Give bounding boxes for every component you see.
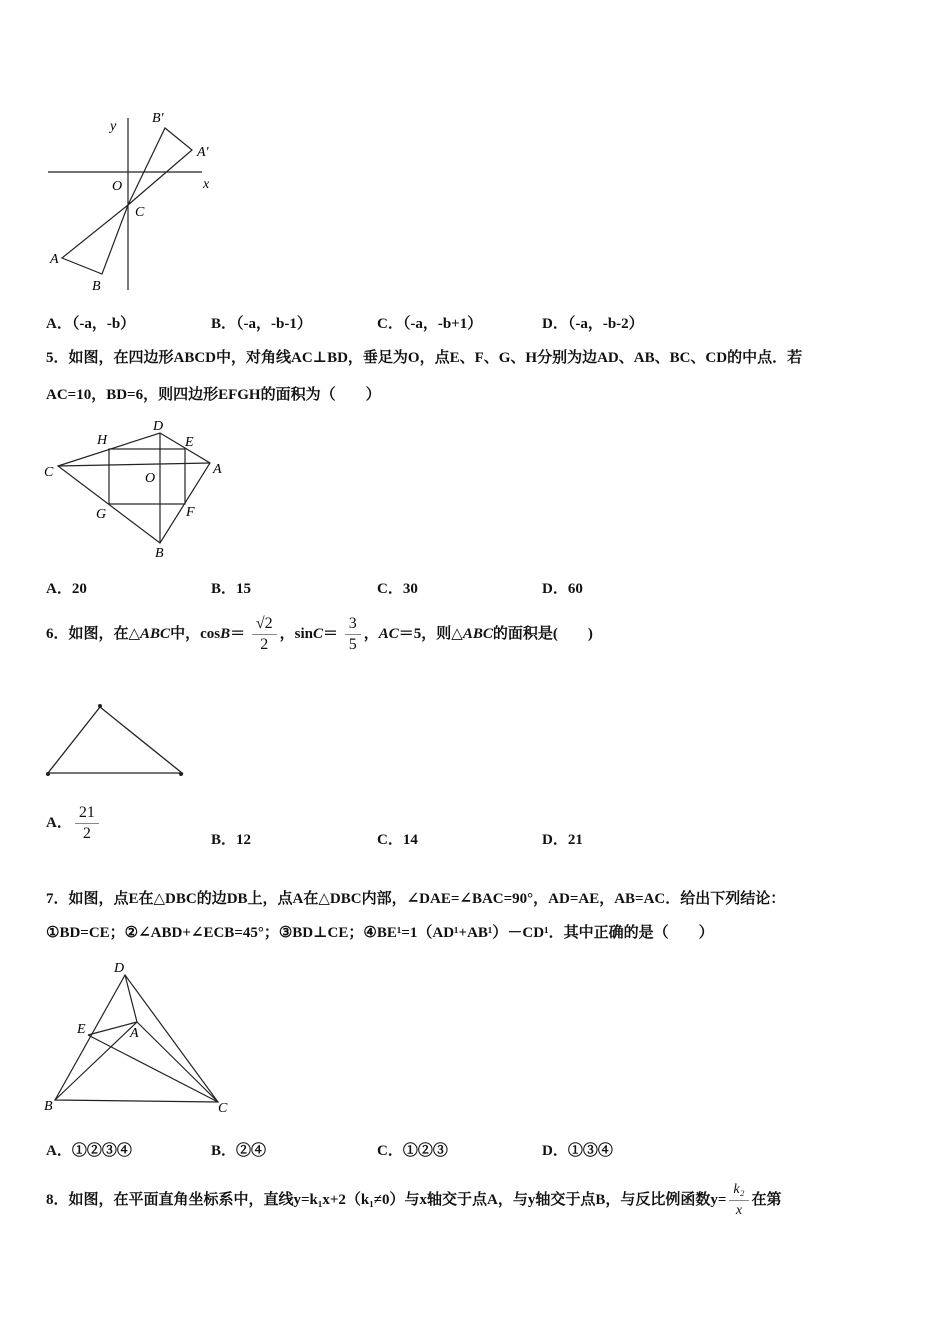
svg-text:A: A — [130, 1026, 139, 1041]
svg-text:B: B — [155, 546, 164, 561]
svg-text:C: C — [44, 465, 54, 480]
q5-option-b: B．15 — [211, 581, 252, 597]
svg-text:E: E — [185, 435, 194, 450]
svg-text:F: F — [186, 505, 195, 520]
q6-option-b: B．12 — [211, 832, 252, 848]
svg-text:C: C — [218, 1101, 228, 1116]
q5-option-a: A．20 — [46, 581, 87, 597]
svg-text:D: D — [153, 419, 164, 434]
svg-text:B': B' — [152, 111, 164, 126]
q7-option-b: B．②④ — [211, 1143, 267, 1159]
q6-option-c: C．14 — [377, 832, 418, 848]
q4-option-c: C．（-a，-b+1） — [377, 316, 483, 332]
q5-question-line2: AC=10，BD=6，则四边形EFGH的面积为（ ） — [46, 387, 381, 403]
q4-option-b: B．（-a，-b-1） — [211, 316, 312, 332]
q8-question: 8．如图，在平面直角坐标系中，直线y=k₁x+2（k₁≠0）与x轴交于点A，与y轴交于点B，与反比例函数y= $\frac{\text{k₂}}{x}$ 在第 — [46, 1182, 782, 1218]
svg-text:E: E — [77, 1022, 86, 1037]
fraction-3-over-5: $\frac{3}{5}$ — [345, 614, 361, 655]
q4-option-a: A．（-a，-b） — [46, 316, 136, 332]
q6-option-a: A． $\frac{21}{2}$ — [46, 803, 102, 844]
svg-text:H: H — [97, 433, 108, 448]
q5-question-line1: 5．如图，在四边形ABCD中，对角线AC⊥BD，垂足为O，点E、F、G、H分别为边AD、AB、BC、CD的中点．若 — [46, 350, 803, 366]
q7-option-a: A．①②③④ — [46, 1143, 132, 1159]
svg-text:B: B — [44, 1099, 53, 1114]
svg-text:A: A — [213, 462, 222, 477]
svg-text:y: y — [110, 119, 117, 134]
q4-option-d: D．（-a，-b-2） — [542, 316, 644, 332]
q5-option-c: C．30 — [377, 581, 418, 597]
q6-question: 6．如图，在△ABC中，cosB＝ $\frac{√2}{2}$ ，sinC＝ $\frac{3}{5}$ ，AC＝5，则△ABC的面积是( ) — [46, 615, 593, 653]
q6-option-d: D．21 — [542, 832, 583, 848]
q7-option-c: C．①②③ — [377, 1143, 448, 1159]
svg-text:G: G — [96, 507, 107, 522]
fraction-sqrt2-over-2: $\frac{√2}{2}$ — [252, 614, 277, 655]
q7-question-line1: 7．如图，点E在△DBC的边DB上，点A在△DBC内部，∠DAE=∠BAC=90°，AD=AE，AB=AC．给出下列结论： — [46, 891, 786, 907]
svg-text:x: x — [203, 177, 210, 192]
svg-text:B: B — [92, 279, 101, 294]
q6-figure — [48, 707, 182, 773]
svg-text:A': A' — [197, 145, 209, 160]
svg-text:D: D — [114, 961, 125, 976]
q7-option-d: D．①③④ — [542, 1143, 613, 1159]
triangle-a1b1c — [128, 128, 192, 205]
svg-text:O: O — [145, 471, 156, 486]
q7-question-line2: ①BD=CE；②∠ABD+∠ECB=45°；③BD⊥CE；④BE¹=1（AD¹+AB¹）－CD¹．其中正确的是（ ） — [46, 925, 714, 941]
svg-text:A: A — [50, 252, 59, 267]
q5-option-d: D．60 — [542, 581, 583, 597]
svg-text:O: O — [112, 179, 123, 194]
svg-text:C: C — [135, 205, 145, 220]
triangle-abc — [62, 205, 128, 274]
